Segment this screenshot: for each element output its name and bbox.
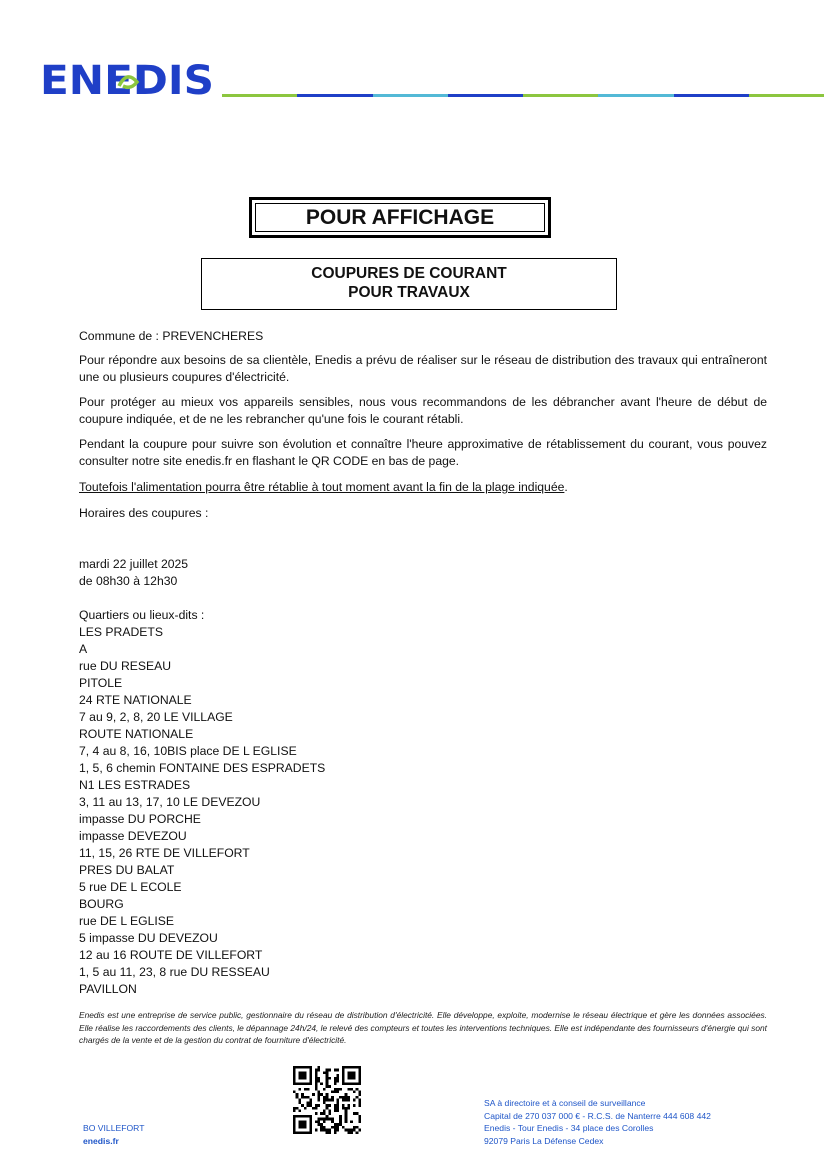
paragraph-besoins: Pour répondre aux besoins de sa clientèle, Enedis a prévu de réaliser sur le réseau de distribution des travaux qui entraîneront une ou plusieurs coupures d'électricité. — [79, 353, 767, 384]
footer-company-line: Capital de 270 037 000 € - R.C.S. de Nanterre 444 608 442 — [484, 1110, 711, 1121]
location-item: 1, 5 au 11, 23, 8 rue DU RESSEAU — [79, 965, 270, 979]
coupures-title-line2: POUR TRAVAUX — [348, 284, 470, 301]
location-item: 7, 4 au 8, 16, 10BIS place DE L EGLISE — [79, 744, 297, 758]
footer-legal-note: Enedis est une entreprise de service public, gestionnaire du réseau de distribution d'électricité. Elle développe, exploite, modernise le réseau électrique et gère les données associées. Elle réalise les raccordements des clients, le dépannage 24h/24, le relevé des compteurs et toutes les interventions techniques. Elle est indépendante des fournisseurs d'énergie qui sont chargés de la vente et de la gestion du contrat de fourniture d'électricité. — [79, 1010, 767, 1046]
footer-right-block — [484, 1097, 711, 1147]
coupures-box — [201, 258, 617, 310]
footer-company-line: SA à directoire et à conseil de surveillance — [484, 1098, 646, 1108]
stripe-segment — [373, 94, 448, 97]
stripe-segment — [448, 94, 523, 97]
location-item: PITOLE — [79, 676, 123, 690]
footer-enedis-link[interactable]: enedis.fr — [83, 1135, 119, 1146]
coupures-title-line1: COUPURES DE COURANT — [311, 265, 507, 282]
location-item: 1, 5, 6 chemin FONTAINE DES ESPRADETS — [79, 761, 326, 775]
footer-left-block — [83, 1122, 144, 1147]
pour-affichage-box — [249, 197, 551, 238]
location-item: 5 rue DE L ECOLE — [79, 880, 182, 894]
warning-line — [79, 479, 767, 496]
location-item: N1 LES ESTRADES — [79, 778, 191, 792]
location-item: 11, 15, 26 RTE DE VILLEFORT — [79, 846, 250, 860]
location-item: ROUTE NATIONALE — [79, 727, 194, 741]
location-item: rue DE L EGLISE — [79, 914, 175, 928]
location-item: impasse DEVEZOU — [79, 829, 187, 843]
warning-period: . — [564, 480, 568, 494]
location-item: 7 au 9, 2, 8, 20 LE VILLAGE — [79, 710, 233, 724]
location-item: A — [79, 642, 88, 656]
paragraph-proteger: Pour protéger au mieux vos appareils sensibles, nous vous recommandons de les débrancher avant l'heure de début de coupure indiquée, et de ne les rebrancher qu'une fois le courant rétabli. — [79, 395, 767, 426]
location-item: impasse DU PORCHE — [79, 812, 201, 826]
qr-code-icon[interactable] — [293, 1066, 361, 1134]
logo-text: ENEDIS — [40, 58, 214, 102]
stripe-segment — [523, 94, 598, 97]
location-item: rue DU RESEAU — [79, 659, 172, 673]
location-item: 24 RTE NATIONALE — [79, 693, 192, 707]
coupure-date: mardi 22 juillet 2025 — [79, 557, 189, 571]
location-item: BOURG — [79, 897, 124, 911]
location-item: 3, 11 au 13, 17, 10 LE DEVEZOU — [79, 795, 261, 809]
paragraph-suivi: Pendant la coupure pour suivre son évolution et connaître l'heure approximative de rétablissement du courant, vous pouvez consulter notre site enedis.fr en flashant le QR CODE en bas de page. — [79, 437, 767, 468]
location-item: LES PRADETS — [79, 625, 163, 639]
coupure-time: de 08h30 à 12h30 — [79, 574, 178, 588]
commune-line: Commune de : PREVENCHERES — [79, 329, 264, 343]
footer-company-line: 92079 Paris La Défense Cedex — [484, 1135, 604, 1146]
header-stripe — [222, 94, 824, 97]
quartiers-label: Quartiers ou lieux-dits : — [79, 608, 205, 622]
location-item: 5 impasse DU DEVEZOU — [79, 931, 218, 945]
warning-underlined-text: Toutefois l'alimentation pourra être rétablie à tout moment avant la fin de la plage indiquée — [79, 480, 565, 494]
pour-affichage-title: POUR AFFICHAGE — [255, 203, 545, 232]
stripe-segment — [222, 94, 297, 97]
stripe-segment — [674, 94, 749, 97]
enedis-logo — [40, 56, 220, 102]
location-item: 12 au 16 ROUTE DE VILLEFORT — [79, 948, 263, 962]
horaires-label: Horaires des coupures : — [79, 506, 209, 520]
stripe-segment — [598, 94, 673, 97]
stripe-segment — [297, 94, 372, 97]
footer-company-line: Enedis - Tour Enedis - 34 place des Corolles — [484, 1123, 654, 1133]
footer-bo-villefort: BO VILLEFORT — [83, 1123, 145, 1133]
stripe-segment — [749, 94, 824, 97]
location-item: PRES DU BALAT — [79, 863, 175, 877]
location-item: PAVILLON — [79, 982, 137, 996]
